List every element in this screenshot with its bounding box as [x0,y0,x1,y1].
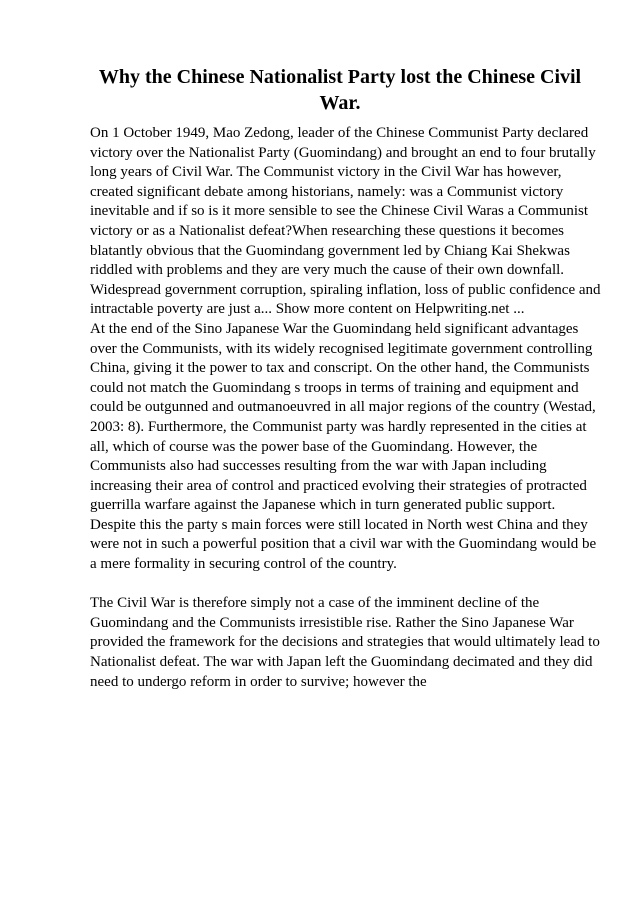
text-line: inevitable and if so is it more sensible to see the Chinese Civil Waras a Communist [90,203,589,220]
text-line: could not match the Guomindang s troops in terms of training and equipment and [90,379,579,396]
document-body [90,124,601,692]
text-line: China, giving it the power to tax and conscript. On the other hand, the Communists [90,360,590,377]
text-line: over the Communists, with its widely recognised legitimate government controlling [90,340,593,357]
text-line: Guomindang and the Communists irresistible rise. Rather the Sino Japanese War [90,614,574,631]
text-line: long years of Civil War. The Communist victory in the Civil War has however, [90,164,562,181]
title-line: War. [319,92,361,114]
text-line: were not in such a powerful position that a civil war with the Guomindang would be [90,536,597,553]
text-line: blatantly obvious that the Guomindang government led by Chiang Kai Shekwas [90,242,570,259]
text-line: guerrilla warfare against the Japanese which in turn generated public support. [90,497,556,514]
text-line: 2003: 8). Furthermore, the Communist party was hardly represented in the cities at [90,418,587,435]
text-line: riddled with problems and they are very much the cause of their own downfall. [90,262,565,279]
text-line: victory over the Nationalist Party (Guomindang) and brought an end to four brutally [90,144,596,161]
text-line: At the end of the Sino Japanese War the Guomindang held significant advantages [90,320,579,337]
text-line: The Civil War is therefore simply not a case of the imminent decline of the [90,595,540,612]
text-line: could be outgunned and outmanoeuvred in all major regions of the country (Westad, [90,399,596,416]
text-line: Nationalist defeat. The war with Japan left the Guomindang decimated and they did [90,654,593,671]
text-line: On 1 October 1949, Mao Zedong, leader of the Chinese Communist Party declared [90,125,589,141]
paragraph-3 [90,594,600,692]
title-line: Why the Chinese Nationalist Party lost the Chinese Civil [98,66,582,88]
text-line: created significant debate among historians, namely: was a Communist victory [90,183,564,200]
text-line: a mere formality in securing control of the country. [90,556,397,573]
text-line: all, which of course was the power base of the Guomindang. However, the [90,438,538,455]
text-line: increasing their area of control and practiced evolving their strategies of protracted [90,477,587,494]
paragraph-1 [90,124,601,320]
text-line: Despite this the party s main forces were still located in North west China and they [90,516,588,533]
text-line: Widespread government corruption, spiraling inflation, loss of public confidence and [90,281,601,298]
text-line: need to undergo reform in order to survive; however the [90,673,427,690]
document-page [90,64,601,692]
text-line: provided the framework for the decisions and strategies that would ultimately lead to [90,634,600,651]
text-line: intractable poverty are just a... Show more content on Helpwriting.net ... [90,301,525,318]
text-line: victory or as a Nationalist defeat?When researching these questions it becomes [90,222,564,239]
text-line: Communists also had successes resulting from the war with Japan including [90,458,547,475]
paragraph-2 [90,320,597,575]
document-title [90,64,590,116]
